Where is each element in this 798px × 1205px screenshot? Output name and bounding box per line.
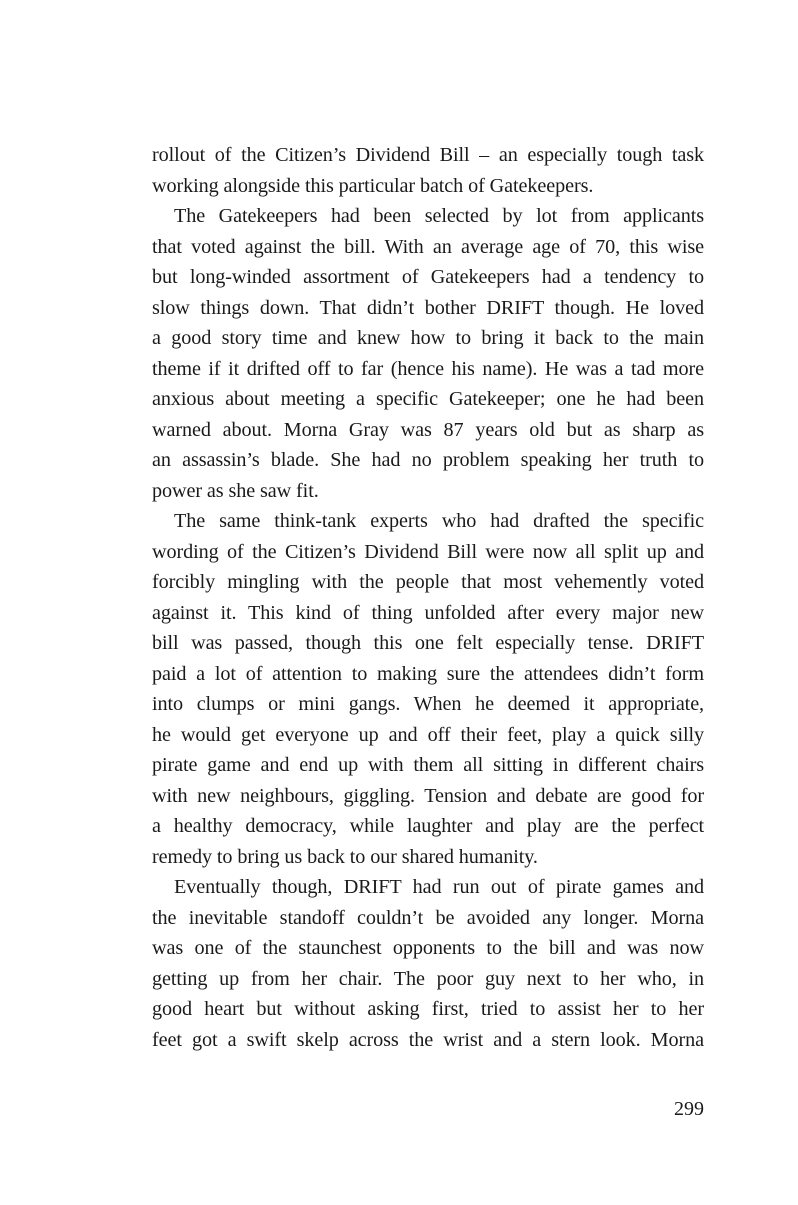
text-line: he would get everyone up and off their feet, play a quick silly: [152, 723, 704, 746]
text-line: getting up from her chair. The poor guy next to her who, in: [152, 967, 704, 990]
text-line: was one of the staunchest opponents to the bill and was now: [152, 937, 704, 959]
text-line: against it. This kind of thing unfolded after every major new: [152, 601, 704, 624]
text-line: theme if it drifted off to far (hence his name). He was a tad more: [152, 357, 704, 380]
text-line: slow things down. That didn’t bother DRIFT though. He loved: [152, 296, 704, 319]
text-line: wording of the Citizen’s Dividend Bill were now all split up and: [152, 540, 704, 563]
paragraph: [152, 201, 704, 506]
body-text: [152, 140, 704, 1055]
text-line: anxious about meeting a specific Gatekeeper; one he had been: [152, 388, 704, 410]
paragraph: [152, 140, 704, 201]
text-line: Eventually though, DRIFT had run out of pirate games and: [174, 876, 704, 898]
paragraph: [152, 506, 704, 872]
text-line: rollout of the Citizen’s Dividend Bill – an especially tough task: [152, 144, 704, 166]
text-line: pirate game and end up with them all sitting in different chairs: [152, 754, 704, 776]
text-line: forcibly mingling with the people that most vehemently voted: [152, 571, 704, 593]
text-line: an assassin’s blade. She had no problem speaking her truth to: [152, 449, 704, 471]
page-number: 299: [674, 1098, 704, 1120]
text-line: but long-winded assortment of Gatekeepers had a tendency to: [152, 266, 704, 288]
text-line: feet got a swift skelp across the wrist and a stern look. Morna: [152, 1028, 704, 1051]
text-line: warned about. Morna Gray was 87 years old but as sharp as: [152, 418, 704, 441]
text-line: bill was passed, though this one felt especially tense. DRIFT: [152, 632, 704, 654]
text-line: The same think-tank experts who had drafted the specific: [174, 510, 704, 532]
text-line: The Gatekeepers had been selected by lot from applicants: [174, 205, 704, 227]
text-line: paid a lot of attention to making sure the attendees didn’t form: [152, 662, 704, 685]
text-line: a good story time and knew how to bring it back to the main: [152, 327, 704, 349]
text-line: with new neighbours, giggling. Tension and debate are good for: [152, 784, 704, 807]
text-line: working alongside this particular batch of Gatekeepers.: [152, 174, 594, 197]
text-line: power as she saw fit.: [152, 479, 319, 502]
text-line: that voted against the bill. With an average age of 70, this wise: [152, 235, 704, 258]
text-line: into clumps or mini gangs. When he deemed it appropriate,: [152, 693, 704, 715]
text-line: a healthy democracy, while laughter and play are the perfect: [152, 815, 704, 837]
text-line: good heart but without asking first, tried to assist her to her: [152, 998, 704, 1020]
paragraph: [152, 872, 704, 1055]
text-line: remedy to bring us back to our shared humanity.: [152, 845, 538, 868]
text-line: the inevitable standoff couldn’t be avoided any longer. Morna: [152, 906, 704, 929]
